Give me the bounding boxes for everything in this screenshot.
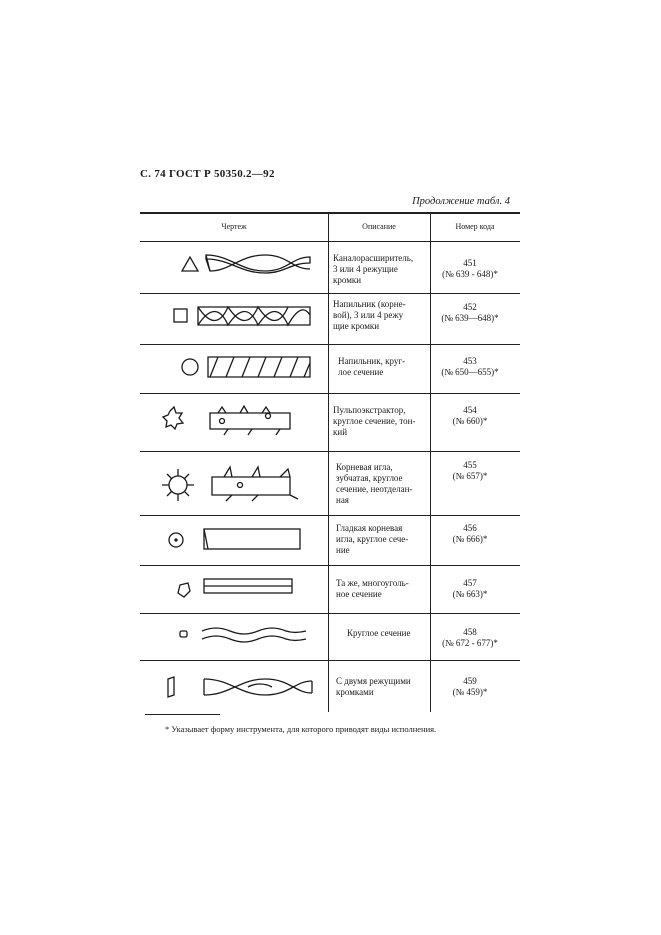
column-header-code: Номер кода [455, 222, 495, 231]
row-9-code: 459 (№ 459)* [452, 676, 488, 697]
row-1-description: Каналорасширитель, 3 или 4 режущие кромки [333, 253, 414, 285]
footnote: * Указывает форму инструмента, для которого приводят виды исполнения. [165, 724, 437, 734]
row-3-description: Напильник, круг- лое сечение [338, 356, 406, 377]
table-continuation-label: Продолжение табл. 4 [412, 196, 510, 207]
row-8-description: Круглое сечение [347, 628, 411, 638]
row-4-description: Пульпоэкстрактор, круглое сечение, тон- кий [333, 405, 416, 437]
row-7-code: 457 (№ 663)* [452, 578, 488, 599]
table-header-rule [140, 241, 520, 242]
round-section-twisted-file-icon [182, 357, 310, 377]
row-3-code: 453 (№ 650—655)* [441, 356, 499, 377]
two-edge-twisted-file-icon [168, 677, 312, 697]
barbed-extractor-icon [163, 406, 290, 435]
page-header: С. 74 ГОСТ Р 50350.2—92 [140, 168, 275, 180]
table-top-rule [140, 212, 520, 214]
row-5-code: 455 (№ 657)* [452, 460, 488, 481]
polygonal-section-needle-icon [178, 579, 292, 597]
triangle-section-twisted-reamer-icon [182, 255, 310, 273]
row-1-code: 451 (№ 639 - 648)* [442, 258, 498, 279]
instrument-drawings [140, 243, 330, 713]
smooth-round-needle-icon [169, 529, 300, 549]
footnote-rule [145, 714, 220, 715]
wavy-round-needle-icon [180, 628, 306, 642]
square-section-twisted-file-icon [174, 307, 310, 325]
row-7-description: Та же, многоуголь- ное сечение [336, 578, 409, 599]
row-2-description: Напильник (корне- вой), 3 или 4 режу щие кромки [333, 299, 406, 331]
barbed-root-needle-icon [162, 467, 298, 501]
column-header-description: Описание [362, 222, 396, 231]
column-header-drawing: Чертеж [221, 222, 247, 231]
row-2-code: 452 (№ 639—648)* [441, 302, 499, 323]
row-9-description: С двумя режущими кромками [336, 676, 411, 697]
row-4-code: 454 (№ 660)* [452, 405, 488, 426]
row-6-code: 456 (№ 666)* [452, 523, 488, 544]
row-5-description: Корневая игла, зубчатая, круглое сечение, неотделан- ная [336, 462, 413, 505]
row-8-code: 458 (№ 672 - 677)* [442, 627, 498, 648]
row-6-description: Гладкая корневая игла, круглое сече- ние [336, 523, 409, 555]
